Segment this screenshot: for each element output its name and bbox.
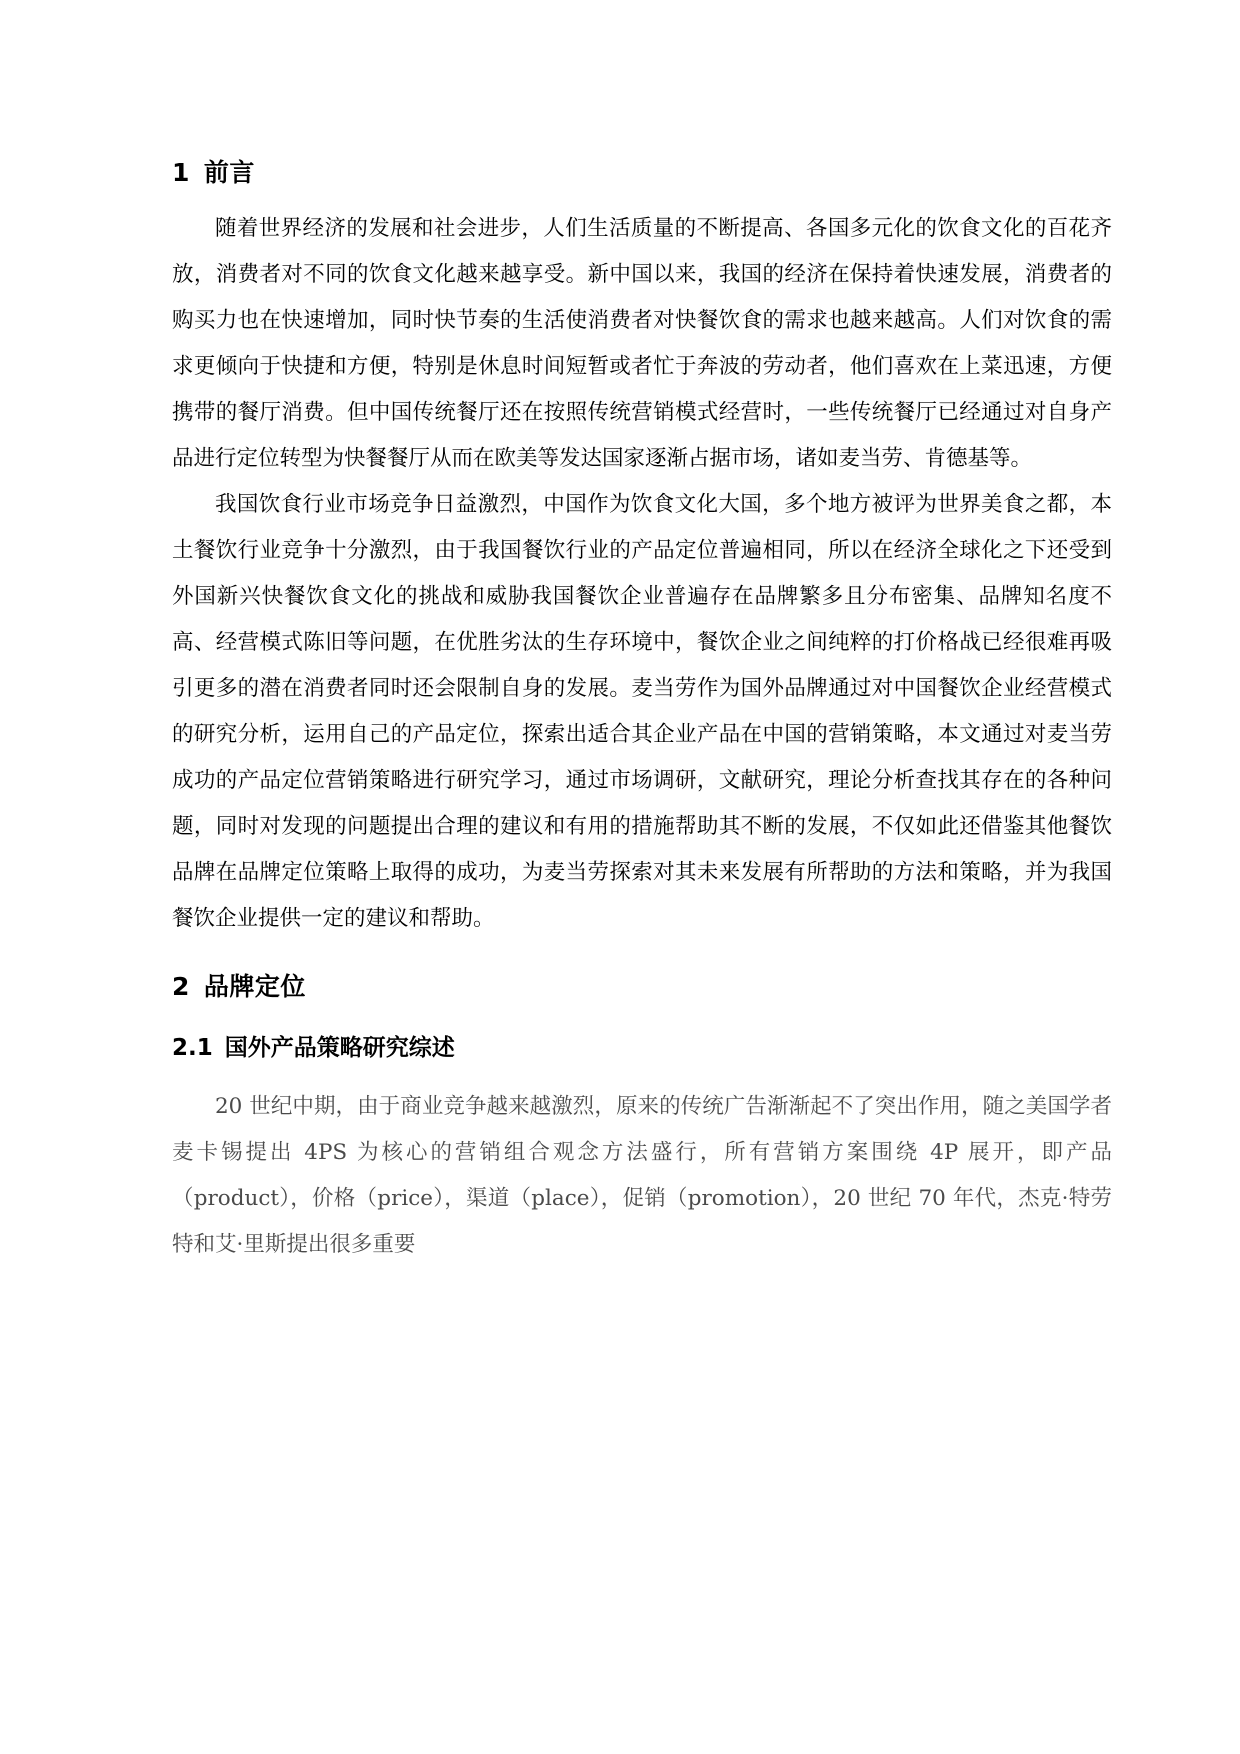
section-1-paragraph-1: 随着世界经济的发展和社会进步，人们生活质量的不断提高、各国多元化的饮食文化的百花齐放，消费者对不同的饮食文化越来越享受。新中国以来，我国的经济在保持着快速发展，消费者的购买力也在快速增加，同时快节奏的生活使消费者对快餐饮食的需求也越来越高。人们对饮食的需求更倾向于快捷和方便，特别是休息时间短暂或者忙于奔波的劳动者，他们喜欢在上菜迅速，方便携带的餐厅消费。但中国传统餐厅还在按照传统营销模式经营时，一些传统餐厅已经通过对自身产品进行定位转型为快餐餐厅从而在欧美等发达国家逐渐占据市场，诸如麦当劳、肯德基等。 [172, 215, 1112, 471]
heading-section-2-title: 品牌定位 [203, 971, 306, 1001]
section-2-1-paragraph-1: 20 世纪中期，由于商业竞争越来越激烈，原来的传统广告渐渐起不了突出作用，随之美国学者麦卡锡提出 4PS 为核心的营销组合观念方法盛行，所有营销方案围绕 4P 展开，即产品（product），价格（price），渠道（place），促销（promotion），20 世纪 70 年代，杰克·特劳特和艾·里斯提出很多重要 [172, 1093, 1112, 1257]
heading-section-2-number: 2 [172, 971, 190, 1001]
heading-section-2-1 [172, 1031, 1112, 1066]
heading-section-2-1-title: 国外产品策略研究综述 [224, 1035, 455, 1061]
heading-section-1 [172, 154, 1112, 192]
section-1-paragraph-2: 我国饮食行业市场竞争日益激烈，中国作为饮食文化大国，多个地方被评为世界美食之都，本土餐饮行业竞争十分激烈，由于我国餐饮行业的产品定位普遍相同，所以在经济全球化之下还受到外国新兴快餐饮食文化的挑战和威胁我国餐饮企业普遍存在品牌繁多且分布密集、品牌知名度不高、经营模式陈旧等问题，在优胜劣汰的生存环境中，餐饮企业之间纯粹的打价格战已经很难再吸引更多的潜在消费者同时还会限制自身的发展。麦当劳作为国外品牌通过对中国餐饮企业经营模式的研究分析，运用自己的产品定位，探索出适合其企业产品在中国的营销策略，本文通过对麦当劳成功的产品定位营销策略进行研究学习，通过市场调研，文献研究，理论分析查找其存在的各种问题，同时对发现的问题提出合理的建议和有用的措施帮助其不断的发展，不仅如此还借鉴其他餐饮品牌在品牌定位策略上取得的成功，为麦当劳探索对其未来发展有所帮助的方法和策略，并为我国餐饮企业提供一定的建议和帮助。 [172, 491, 1112, 931]
heading-section-2 [172, 968, 1112, 1006]
heading-section-2-1-number: 2.1 [172, 1035, 213, 1061]
heading-section-1-number: 1 [172, 158, 190, 187]
heading-section-1-title: 前言 [203, 158, 255, 187]
